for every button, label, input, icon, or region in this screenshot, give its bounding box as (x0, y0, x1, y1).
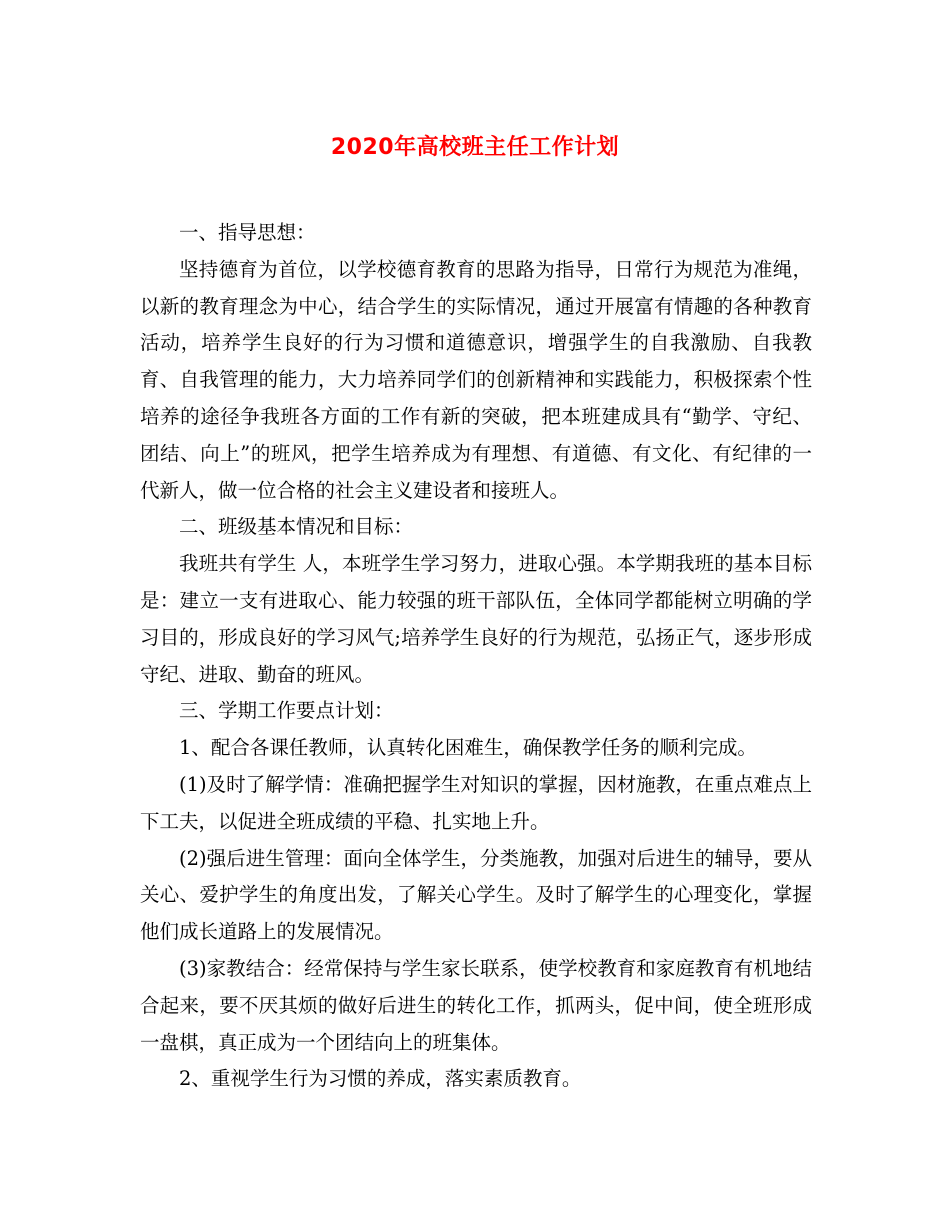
plan-item-1: 1、配合各课任教师，认真转化困难生，确保教学任务的顺利完成。 (179, 736, 757, 760)
paragraph-guiding-ideology: 坚持德育为首位，以学校德育教育的思路为指导，日常行为规范为准绳，以新的教育理念为中心，结合学生的实际情况，通过开展富有情趣的各种教育活动，培养学生良好的行为习惯和道德意识，增强学生的自我激励、自我教育、自我管理的能力，大力培养同学们的创新精神和实践能力，积极探索个性培养的途径争我班各方面的工作有新的突破，把本班建成具有“勤学、守纪、团结、向上”的班风，把学生培养成为有理想、有道德、有文化、有纪律的一代新人，做一位合格的社会主义建设者和接班人。 (140, 257, 812, 502)
section-heading-work-plan: 三、学期工作要点计划： (179, 699, 394, 723)
document-title: 2020年高校班主任工作计划 (330, 135, 620, 160)
plan-subitem-2: (2)强后进生管理：面向全体学生，分类施教，加强对后进生的辅导，要从关心、爱护学生的角度出发，了解关心学生。及时了解学生的心理变化，掌握他们成长道路上的发展情况。 (140, 846, 812, 944)
paragraph-class-situation: 我班共有学生 人，本班学生学习努力，进取心强。本学期我班的基本目标是：建立一支有进取心、能力较强的班干部队伍，全体同学都能树立明确的学习目的，形成良好的学习风气;培养学生良好的行为规范，弘扬正气，逐步形成守纪、进取、勤奋的班风。 (140, 552, 812, 686)
document-body (140, 215, 812, 1098)
plan-subitem-1: (1)及时了解学情：准确把握学生对知识的掌握，因材施教，在重点难点上下工夫，以促进全班成绩的平稳、扎实地上升。 (140, 772, 812, 833)
section-heading-guiding-ideology: 一、指导思想： (179, 221, 316, 244)
plan-subitem-3: (3)家教结合：经常保持与学生家长联系，使学校教育和家庭教育有机地结合起来，要不厌其烦的做好后进生的转化工作，抓两头，促中间，使全班形成一盘棋，真正成为一个团结向上的班集体。 (140, 956, 812, 1054)
section-heading-class-situation: 二、班级基本情况和目标： (179, 515, 414, 539)
plan-item-2: 2、重视学生行为习惯的养成，落实素质教育。 (179, 1067, 582, 1091)
